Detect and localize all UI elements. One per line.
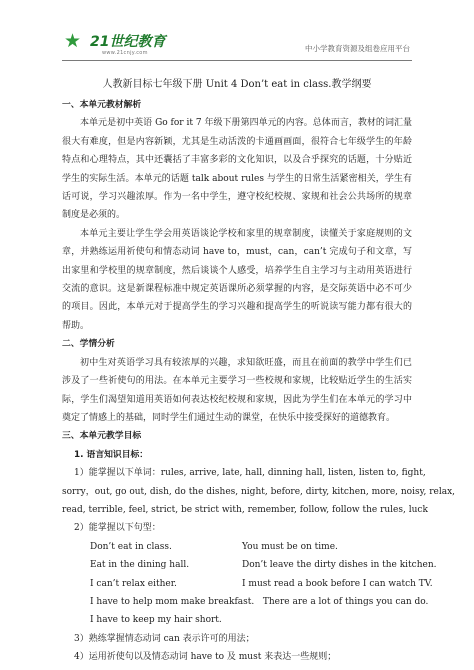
page-header	[62, 28, 412, 62]
sentence-pattern-row	[62, 593, 429, 611]
list-item: 1）能掌握以下单词：rules, arrive, late, hall, dinning hall, listen, listen to, fight,	[74, 468, 426, 479]
logo	[62, 28, 172, 60]
list-item-continuation: read, terrible, feel, strict, be strict with, remember, follow, follow the rules, luck	[62, 504, 428, 515]
sentence-pattern: There are a lot of things you can do.	[262, 596, 429, 607]
sentence-pattern: You must be on time.	[242, 541, 338, 552]
document-title: 人教新目标七年级下册 Unit 4 Don’t eat in class.教学纲要	[102, 79, 372, 90]
sentence-pattern-row	[62, 556, 437, 574]
list-item: 3）熟练掌握情态动词 can 表示许可的用法；	[74, 633, 255, 644]
sentence-pattern: Don’t leave the dirty dishes in the kitchen.	[242, 560, 437, 571]
header-tagline: 中小学教育资源及组卷应用平台	[305, 44, 410, 53]
sentence-pattern: I must read a book before I can watch TV.	[242, 578, 433, 589]
header-divider	[62, 60, 412, 61]
document-body	[62, 76, 456, 667]
paragraph: 本单元主要让学生学会用英语谈论学校和家里的规章制度，读懂关于家庭规则的文章，并熟练运用祈使句和情态动词 have to，must，can，can’t 完成句子和文章，写出家里和学校里的规章制度，然后谈谈个人感受，培养学生自主学习与主动用英语进行交流的意识。这是新课程标准中规定英语课所必须掌握的内容，是交际英语中必不可少的项目。因此，本单元对于提高学生的学习兴趣和提高学生的听说读写能力都有很大的帮助。	[62, 228, 412, 331]
sentence-pattern: I have to help mom make breakfast.	[90, 596, 255, 607]
section-heading-3: 三、本单元教学目标	[62, 431, 142, 442]
sentence-pattern: Don’t eat in class.	[90, 541, 172, 552]
sentence-pattern-row	[62, 575, 433, 593]
logo-text: 21世纪教育	[90, 34, 166, 50]
subheading-language-goals: 1. 语言知识目标：	[74, 449, 149, 460]
sentence-pattern-row	[62, 538, 412, 556]
sentence-pattern: I have to keep my hair short.	[90, 615, 222, 626]
list-item: 4）运用祈使句以及情态动词 have to 及 must 来表达一些规则；	[74, 652, 337, 663]
sentence-pattern: Eat in the dining hall.	[90, 560, 190, 571]
section-heading-2: 二、学情分析	[62, 339, 115, 350]
section-heading-1: 一、本单元教材解析	[62, 100, 142, 110]
sentence-pattern: I can’t relax either.	[90, 578, 177, 589]
sentence-pattern-row	[62, 611, 412, 629]
paragraph: 初中生对英语学习具有较浓厚的兴趣，求知欲旺盛，而且在前面的教学中学生们已涉及了一些祈使句的用法。在本单元主要学习一些校规和家规，比较贴近学生的生活实际，学生们渴望知道用英语如何表达校纪校规和家规，因此为学生们在本单元的学习中奠定了情感上的基础，同时学生们通过生动的课堂，在快乐中接受探好的道德教育。	[62, 357, 412, 423]
list-item-continuation: sorry，out, go out, dish, do the dishes, night, before, dirty, kitchen, more, noisy, relax,	[62, 486, 456, 497]
runner-icon: ★	[64, 30, 82, 52]
logo-url: www.21cnjy.com	[102, 50, 148, 56]
list-item: 2）能掌握以下句型：	[74, 523, 161, 534]
paragraph: 本单元是初中英语 Go for it 7 年级下册第四单元的内容。总体而言，教材的词汇量很大有难度，但是内容新颖，尤其是生动活泼的卡通画画面，很符合七年级学生的年龄特点和心理特点，其中还囊括了丰富多彩的文化知识，以及合乎探究的话题，十分贴近学生的实际生活。本单元的话题 talk about rules 与学生的日常生活紧密相关，学生有话可说，学习兴趣浓厚。作为一名中学生，遵守校纪校规、家规和社会公共场所的规章制度是必须的。	[62, 118, 412, 221]
